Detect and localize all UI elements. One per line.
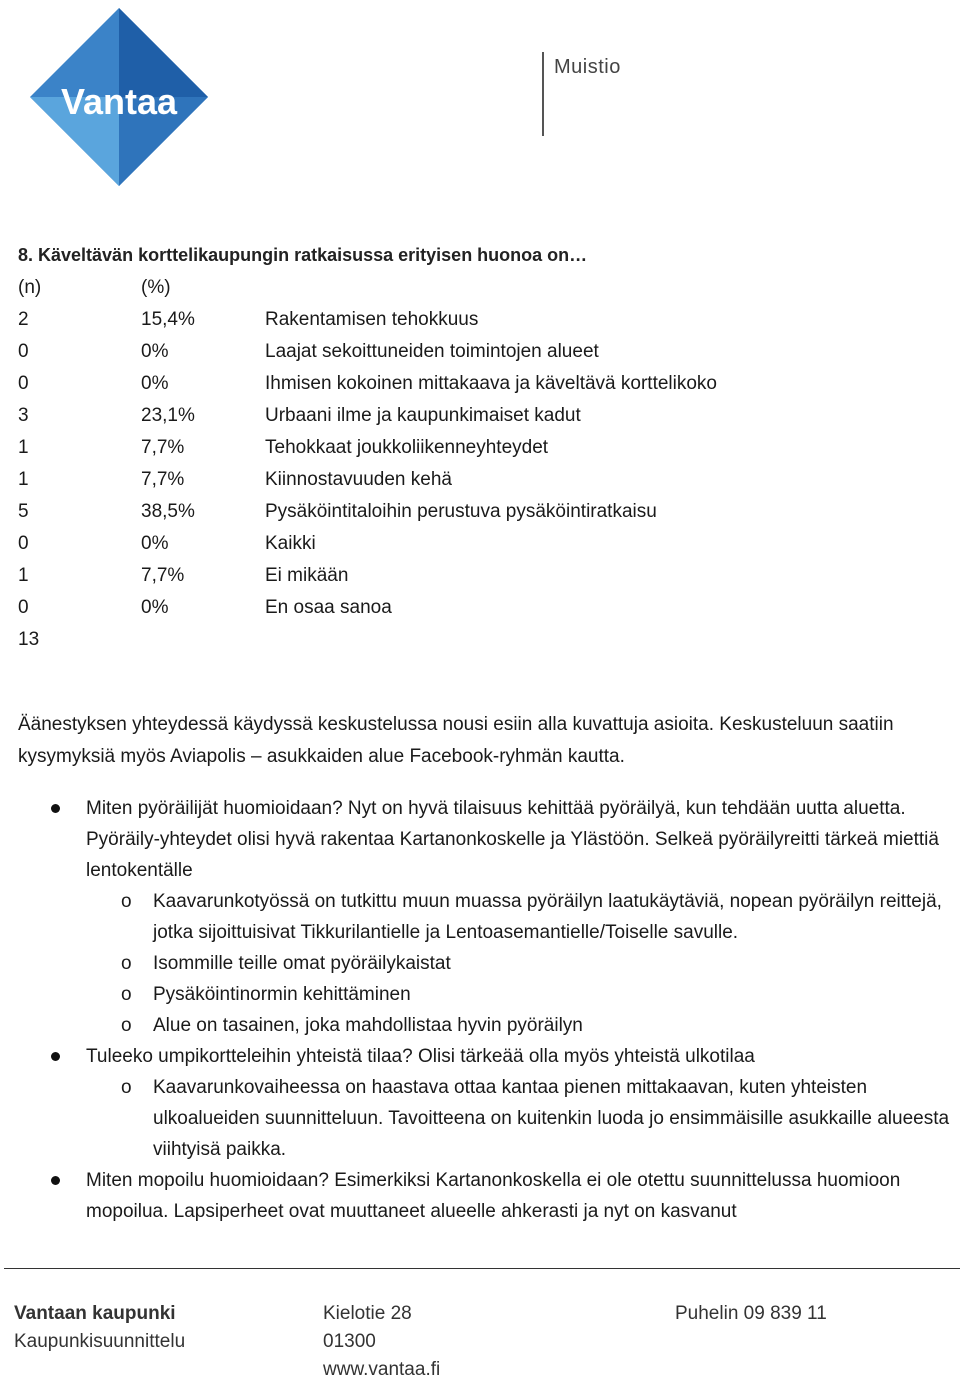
sub-bullet-marker: o [121, 1077, 132, 1098]
sub-bullet-marker: o [121, 891, 132, 912]
discussion-subitem-text: Kaavarunkotyössä on tutkittu muun muassa pyöräilyn laatukäytäviä, nopean pyöräilyn reittejä, jotka sijoittuisivat Tikkurilantielle ja Lentoasemantielle/Toiselle savulle. [153, 891, 942, 943]
result-percent: 23,1% [141, 405, 195, 426]
bullet-dot [51, 1176, 60, 1185]
vantaa-logo [28, 6, 210, 188]
column-header-n: (n) [18, 277, 42, 298]
result-count: 3 [18, 405, 29, 426]
result-label: Laajat sekoittuneiden toimintojen alueet [265, 341, 599, 362]
result-percent: 38,5% [141, 501, 195, 522]
discussion-item-text: Miten pyöräilijät huomioidaan? Nyt on hyvä tilaisuus kehittää pyöräilyä, kun tehdään uutta aluetta. Pyöräily-yhteydet olisi hyvä rakentaa Kartanonkoskelle ja Ylästöön. Selkeä pyöräilyreitti tärkeä miettiä lentokentälle [86, 798, 939, 881]
discussion-subitem [86, 886, 954, 948]
discussion-sublist [86, 886, 954, 1041]
discussion-subitem-text: Pysäköintinormin kehittäminen [153, 984, 411, 1005]
discussion-subitem-text: Isommille teille omat pyöräilykaistat [153, 953, 451, 974]
discussion-item [0, 793, 960, 1041]
discussion-subitem [86, 1072, 954, 1165]
discussion-subitem [86, 948, 954, 979]
result-label: Ei mikään [265, 565, 349, 586]
result-percent: 0% [141, 341, 169, 362]
discussion-list [0, 793, 960, 1227]
result-label: Pysäköintitaloihin perustuva pysäköintiratkaisu [265, 501, 657, 522]
result-count: 0 [18, 533, 29, 554]
result-percent: 7,7% [141, 469, 185, 490]
result-percent: 7,7% [141, 565, 185, 586]
result-count: 1 [18, 437, 29, 458]
result-label: Kiinnostavuuden kehä [265, 469, 452, 490]
discussion-item [0, 1165, 960, 1227]
footer-divider [4, 1268, 960, 1269]
question-title: 8. Käveltävän korttelikaupungin ratkaisussa erityisen huonoa on… [18, 245, 588, 265]
result-count: 0 [18, 597, 29, 618]
bullet-dot [51, 804, 60, 813]
discussion-item [0, 1041, 960, 1165]
result-label: Urbaani ilme ja kaupunkimaiset kadut [265, 405, 581, 426]
discussion-sublist [86, 1072, 954, 1165]
result-count: 1 [18, 565, 29, 586]
result-total: 13 [18, 629, 40, 650]
result-label: Kaikki [265, 533, 316, 554]
sub-bullet-marker: o [121, 1015, 132, 1036]
result-label: Tehokkaat joukkoliikenneyhteydet [265, 437, 549, 458]
footer-street: Kielotie 28 [323, 1303, 412, 1324]
footer-address [323, 1300, 440, 1384]
result-percent: 0% [141, 373, 169, 394]
column-header-percent: (%) [141, 277, 171, 298]
discussion-subitem [86, 1010, 954, 1041]
footer-phone: Puhelin 09 839 11 [675, 1303, 827, 1324]
result-label: En osaa sanoa [265, 597, 392, 618]
result-count: 5 [18, 501, 29, 522]
footer-org-name: Vantaan kaupunki [14, 1303, 176, 1324]
result-label: Ihmisen kokoinen mittakaava ja käveltävä korttelikoko [265, 373, 718, 394]
document-type: Muistio [554, 56, 621, 78]
footer-contact [675, 1300, 827, 1328]
result-count: 2 [18, 309, 29, 330]
bullet-dot [51, 1052, 60, 1061]
header-divider [542, 52, 544, 136]
footer-website-link[interactable]: www.vantaa.fi [323, 1359, 441, 1380]
result-label: Rakentamisen tehokkuus [265, 309, 479, 330]
result-count: 1 [18, 469, 29, 490]
result-percent: 0% [141, 597, 169, 618]
sub-bullet-marker: o [121, 953, 132, 974]
logo-text: Vantaa [60, 81, 178, 122]
footer-postal-code: 01300 [323, 1331, 376, 1352]
footer-organization [14, 1300, 185, 1356]
discussion-subitem-text: Kaavarunkovaiheessa on haastava ottaa kantaa pienen mittakaavan, kuten yhteisten ulkoalueiden suunnitteluun. Tavoitteena on kuitenkin luoda jo ensimmäisille asukkaille alueesta viihtyisä paikka. [153, 1077, 950, 1160]
sub-bullet-marker: o [121, 984, 132, 1005]
discussion-subitem [86, 979, 954, 1010]
result-percent: 15,4% [141, 309, 195, 330]
footer-department: Kaupunkisuunnittelu [14, 1331, 186, 1352]
result-count: 0 [18, 341, 29, 362]
discussion-item-text: Tuleeko umpikortteleihin yhteistä tilaa? Olisi tärkeää olla myös yhteistä ulkotilaa [86, 1046, 755, 1067]
result-percent: 7,7% [141, 437, 185, 458]
result-count: 0 [18, 373, 29, 394]
discussion-subitem-text: Alue on tasainen, joka mahdollistaa hyvin pyöräilyn [153, 1015, 583, 1036]
discussion-intro: Äänestyksen yhteydessä käydyssä keskustelussa nousi esiin alla kuvattuja asioita. Keskusteluun saatiin kysymyksiä myös Aviapolis – asukkaiden alue Facebook-ryhmän kautta. [18, 714, 894, 767]
discussion-item-text: Miten mopoilu huomioidaan? Esimerkiksi Kartanonkoskella ei ole otettu suunnittelussa huomioon mopoilua. Lapsiperheet ovat muuttaneet alueelle ahkerasti ja nyt on kasvanut [86, 1170, 901, 1222]
result-percent: 0% [141, 533, 169, 554]
